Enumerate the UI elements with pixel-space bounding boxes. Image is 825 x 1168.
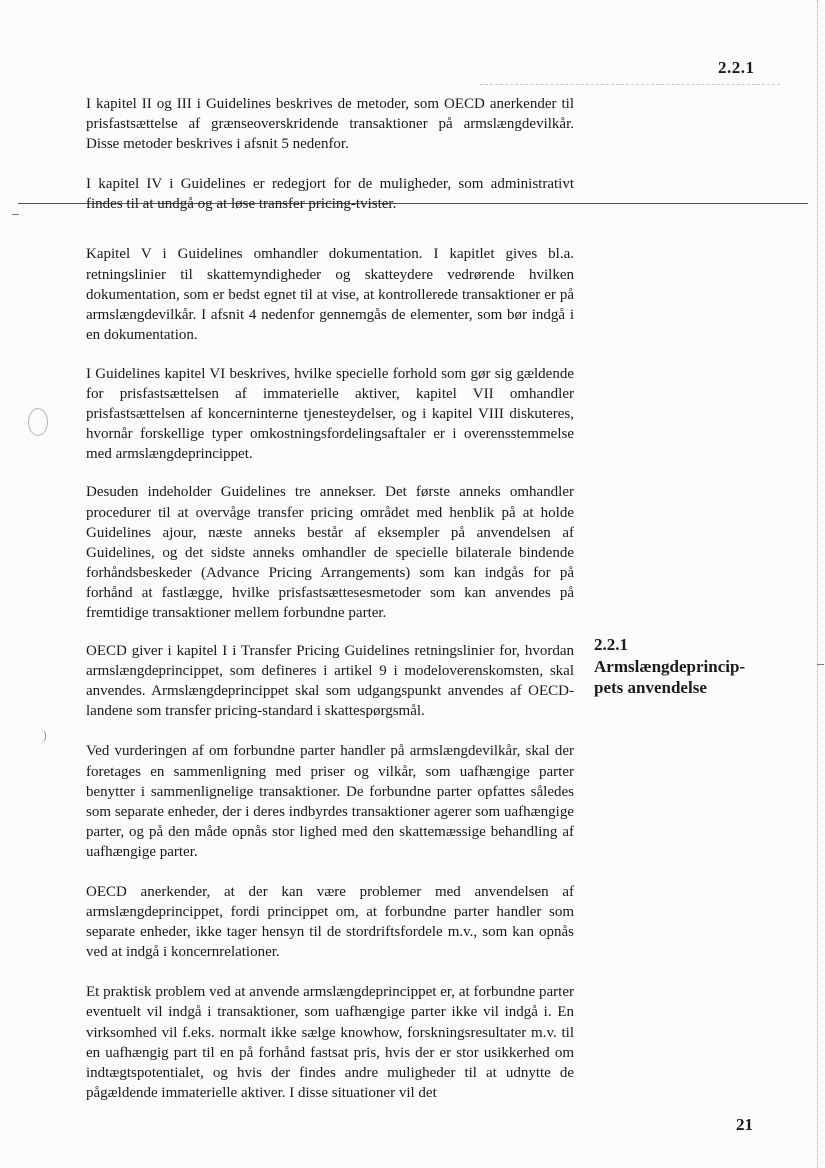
header-rule [480,84,780,85]
running-header-section: 2.2.1 [718,58,755,77]
scan-right-edge [817,0,818,1168]
margin-tick [817,664,824,665]
paragraph: I kapitel IV i Guidelines er redegjort for de muligheder, som administrativt findes til at undgå og at løse transfer pricing-tvister. [86,176,574,213]
punch-hole-mark [28,408,48,436]
margin-tick [12,214,19,215]
paragraph: I Guidelines kapitel VI beskrives, hvilke specielle forhold som gør sig gældende for prisfastsættelsen af immaterielle aktiver, kapitel VII omhandler prisfastsættelsen af koncerninterne tjenesteydelser, og i kapitel VIII diskuteres, hvornår forskellige typer omkostningsfordelingsaftaler er i overensstemmelse med armslængdeprincippet. [86,365,574,463]
page-number: 21 [736,1115,753,1134]
section-title-line: Armslængdeprincip- [594,656,746,676]
paragraph: Kapitel V i Guidelines omhandler dokumentation. I kapitlet gives bl.a. retningslinier til skattemyndigheder og skatteydere vedrørende hvilken dokumentation, som er bedst egnet til at vise, at kontrollerede transaktioner er på armslængdevilkår. I afsnit 4 nedenfor gennemgås de elementer, som bør indgå i en dokumentation. [86,246,574,343]
paragraph: Ved vurderingen af om forbundne parter handler på armslængdevilkår, skal der foretages en sammenligning med priser og vilkår, som uafhængige parter benytter i sammenlignelige transaktioner. De forbundne parter opfattes således som separate enheder, der i deres indbyrdes transaktioner agerer som uafhængige parter, og på den måde opnås stor lighed med den skattemæssige behandling af uafhængige parter. [86,743,574,860]
paragraph: I kapitel II og III i Guidelines beskrives de metoder, som OECD anerkender til prisfastsættelse af grænseoverskridende transaktioner på armslængdevilkår. Disse metoder beskrives i afsnit 5 nedenfor. [86,96,574,153]
section-title-line: pets anvendelse [594,678,707,697]
body-text [86,94,574,1103]
paragraph: Et praktisk problem ved at anvende armslængdeprincippet er, at forbundne parter eventuelt vil indgå i transaktioner, som uafhængige parter ikke vil indgå i. En virksomhed vil f.eks. normalt ikke sælge knowhow, forskningsresultater m.v. til en uafhængig part til en på forhånd fastsat pris, hvis der er stor usikkerhed om indtægtspotentialet, og hvis der findes andre muligheder til at udnytte de pågældende immaterielle aktiver. I disse situationer vil det [86,984,574,1101]
section-heading [594,634,794,699]
paragraph: Desuden indeholder Guidelines tre annekser. Det første anneks omhandler procedurer til at overvåge transfer pricing området med henblik på at holde Guidelines ajour, næste anneks består af eksempler på anvendelsen af Guidelines, og det sidste anneks omhandler de specielle bilaterale bindende forhåndsbeskeder (Advance Pricing Arrangements) som kan indgås for på forhånd at fastlægge, hvilke prisfastsættesesmetoder som kan anvendes på fremtidige transaktioner mellem forbundne parter. [86,484,574,621]
paragraph: OECD anerkender, at der kan være problemer med anvendelsen af armslængdeprincippet, fordi princippet om, at forbundne parter handler som separate enheder, ikke tager hensyn til de stordriftsfordele m.v., som kan opnås ved at indgå i koncernrelationer. [86,884,574,961]
margin-mark [40,729,46,743]
paragraph: OECD giver i kapitel I i Transfer Pricing Guidelines retningslinier for, hvordan armslængdeprincippet, som defineres i artikel 9 i modeloverenskomsten, skal anvendes. Armslængdeprincippet skal som udgangspunkt anvendes af OECD-landene som transfer pricing-standard i skattespørgsmål. [86,643,574,720]
section-number: 2.2.1 [594,635,628,654]
